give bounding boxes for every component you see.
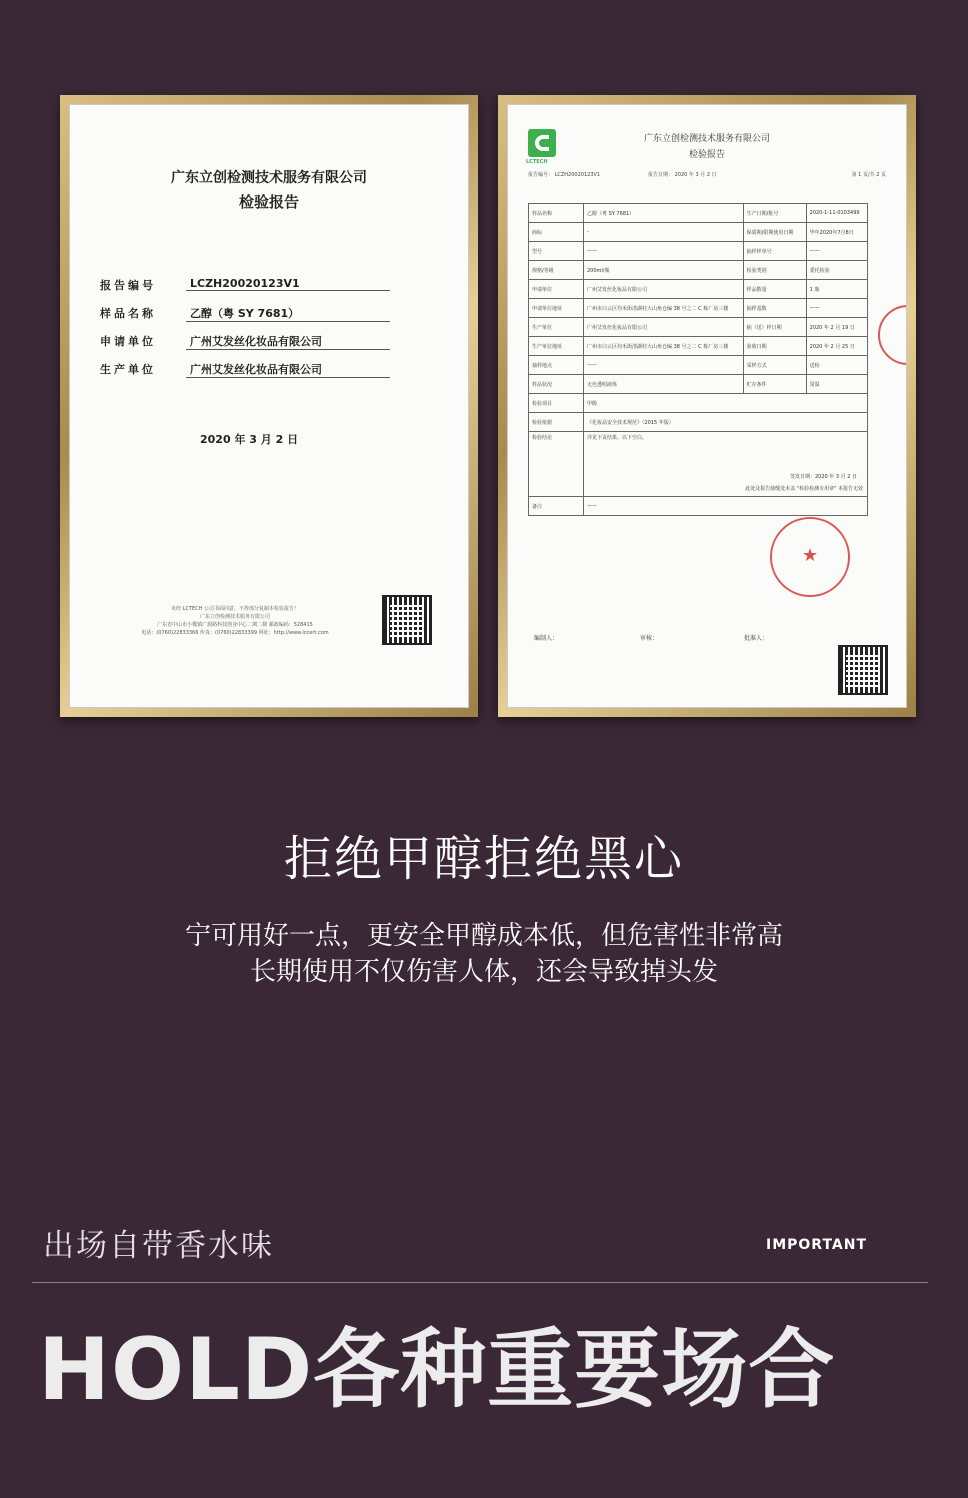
certificate-frame-right [498,95,916,717]
table-cell: 检验类别 [743,261,806,280]
table-row [529,356,868,375]
table-cell: 申请单位 [529,280,584,299]
reviewer-label: 审核： [640,635,659,642]
perfume-caption: 出场自带香水味 [43,1228,274,1264]
report-date: 报告日期： 2020 年 3 月 2 日 [648,172,717,178]
field-value: 乙醇（粤 SY 7681） [186,305,390,322]
approver-label: 批准人： [744,635,769,642]
table-row [529,375,868,394]
seal-note: 此处及报告骑缝处未盖 "检验检测专用章" 本报告无效 [745,486,863,492]
table-row [529,318,868,337]
table-cell: —— [806,299,867,318]
report-page [507,104,907,708]
red-seal-edge-icon [878,305,907,365]
table-cell: 2020-1-11-0103499 [806,204,867,223]
table-cell: —— [584,356,744,375]
editor-label: 编制人： [534,635,559,642]
certificate-frame-left [60,95,478,717]
table-cell: 委托检验 [806,261,867,280]
table-cell: 广州市白云区均禾街清湖村大山角仓编 38 号之二 C 栋厂房三楼 [584,299,744,318]
table-row [529,337,868,356]
table-cell: 保质期/限期使用日期 [743,223,806,242]
table-cell: —— [584,242,744,261]
table-cell: 2020 年 2 月 25 日 [806,337,867,356]
table-cell: 申请单位地址 [529,299,584,318]
table-cell: 抽（送）样日期 [743,318,806,337]
table-cell: 送检 [806,356,867,375]
field-value: 广州艾发丝化妆品有限公司 [186,361,390,378]
report-company: 广东立创检测技术服务有限公司 [643,134,770,144]
table-cell: —— [806,242,867,261]
table-cell: 甲醇 [584,394,868,413]
report-no: 报告编号： LCZH20020123V1 [528,172,601,178]
table-row [529,261,868,280]
logo-text: LCTECH [526,159,548,165]
table-cell: 乙醇（粤 SY 7681） [584,204,744,223]
table-cell: 验收日期 [743,337,806,356]
table-cell: 型号 [529,242,584,261]
table-cell: - [584,223,744,242]
table-row [529,432,868,497]
table-cell: 生产单位 [529,318,584,337]
table-cell: 样品状况 [529,375,584,394]
red-seal-icon [770,517,850,597]
table-cell: 无色透明液体 [584,375,744,394]
table-cell: 商标 [529,223,584,242]
table-cell: 样品数量 [743,280,806,299]
cert-footer-line: 未经 LCTECH 公司书面同意，不得部分复制本检验报告！ [171,606,299,612]
field-label: 申请单位 [100,335,156,348]
table-row [529,413,868,432]
cert-company: 广东立创检测技术服务有限公司 [171,170,367,186]
hold-banner: HOLD各种重要场合 [38,1320,836,1420]
table-cell: 抽样地点 [529,356,584,375]
table-cell: 广州市白云区均禾街清湖村大山角仓编 38 号之二 C 栋厂房三楼 [584,337,744,356]
table-row [529,242,868,261]
table-row [529,280,868,299]
table-cell: 检验结论 [529,432,584,497]
table-cell [584,432,868,497]
qr-code-icon [838,645,888,695]
cert-title: 检验报告 [238,193,299,211]
table-cell: 检验依据 [529,413,584,432]
table-cell: 抽样基数 [743,299,806,318]
table-cell: 采样方式 [743,356,806,375]
field-value: LCZH20020123V1 [186,277,390,291]
table-cell: 规格/等级 [529,261,584,280]
description-line-1: 宁可用好一点，更安全甲醇成本低，但危害性非常高 [184,921,783,951]
field-value: 广州艾发丝化妆品有限公司 [186,333,390,350]
report-title: 检验报告 [688,150,725,160]
cert-footer-line: 电话：(0760)22833366 传真：(0760)22833399 网址：http://www.lccert.com [141,630,329,636]
qr-code-icon [382,595,432,645]
description-line-2: 长期使用不仅伤害人体，还会导致掉头发 [249,957,718,987]
issue-date: 签发日期：2020 年 3 月 2 日 [789,474,857,480]
table-cell: 常温 [806,375,867,394]
field-label: 报告编号 [100,279,156,292]
important-label: IMPORTANT [766,1237,868,1253]
table-cell: 检验项目 [529,394,584,413]
table-cell: 生产日期/批号 [743,204,806,223]
report-table [528,203,868,516]
cert-footer-line: 广东省中山市小榄镇广源路科技创业中心二期二楼 邮政编码：528415 [157,622,313,628]
field-label: 生产单位 [100,363,156,376]
field-sample-name [100,305,390,327]
cert-date: 2020 年 3 月 2 日 [200,433,299,446]
table-cell: 毕年2020年7月8日 [806,223,867,242]
table-cell: 抽样样单号 [743,242,806,261]
report-page-no: 第 1 页/共 2 页 [851,172,886,178]
table-cell: 备注 [529,497,584,516]
cert-footer-line: 广东立创检测技术服务有限公司 [199,614,270,620]
table-cell: —— [584,497,868,516]
conclusion-text: 详见下页结果。以下空白。 [587,435,648,441]
field-report-no [100,277,390,299]
certificate-cover [69,104,469,708]
table-row [529,497,868,516]
table-row [529,394,868,413]
table-row [529,204,868,223]
headline: 拒绝甲醇拒绝黑心 [283,831,684,887]
table-cell: 《化妆品安全技术规范》（2015 年版） [584,413,868,432]
field-applicant [100,333,390,355]
table-cell: 广州艾发丝化妆品有限公司 [584,280,744,299]
table-cell: 样品名称 [529,204,584,223]
divider [32,1282,928,1283]
table-cell: 贮存条件 [743,375,806,394]
table-row [529,299,868,318]
table-cell: 1 瓶 [806,280,867,299]
table-cell: 广州艾发丝化妆品有限公司 [584,318,744,337]
table-row [529,223,868,242]
table-cell: 生产单位地址 [529,337,584,356]
table-cell: 2020 年 2 月 19 日 [806,318,867,337]
table-cell: 200ml/瓶 [584,261,744,280]
field-producer [100,361,390,383]
field-label: 样品名称 [100,307,156,320]
